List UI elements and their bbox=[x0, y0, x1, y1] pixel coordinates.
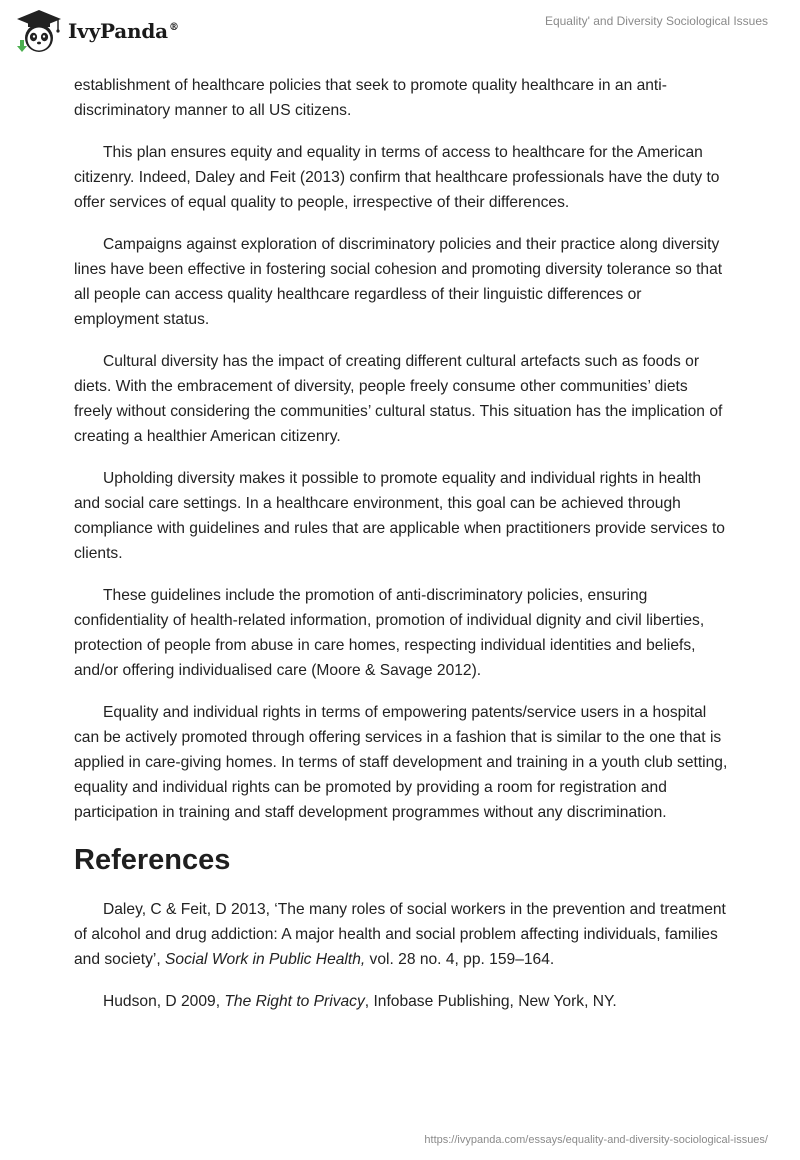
references-heading: References bbox=[74, 844, 231, 876]
paragraph: Upholding diversity makes it possible to promote equality and individual rights in health and social care settings. In a healthcare environment, this goal can be achieved through compliance with guidelines and rules that are applicable when practitioners provide services to clients. bbox=[74, 470, 725, 562]
essay-body bbox=[74, 73, 730, 1031]
page-header bbox=[0, 0, 800, 70]
source-url[interactable]: https://ivypanda.com/essays/equality-and-diversity-sociological-issues/ bbox=[424, 1134, 768, 1146]
paragraph: These guidelines include the promotion of anti-discriminatory policies, ensuring confidentiality of health-related information, promotion of individual dignity and civil liberties, protection of people from abuse in care homes, respecting individual identities and beliefs, and/or offering individualised care (Moore & Savage 2012). bbox=[74, 587, 705, 679]
reference-item: Daley, C & Feit, D 2013, ‘The many roles of social workers in the prevention and treatment of alcohol and drug addiction: A major health and social problem affecting individuals, families and society’, Social Work in Public Health, vol. 28 no. 4, pp. 159–164. bbox=[74, 901, 726, 968]
panda-graduate-icon bbox=[14, 8, 64, 54]
brand-logo[interactable] bbox=[14, 8, 179, 54]
reference-item: Hudson, D 2009, The Right to Privacy, Infobase Publishing, New York, NY. bbox=[103, 993, 617, 1010]
paragraph: Campaigns against exploration of discriminatory policies and their practice along diversity lines have been effective in fostering social cohesion and promoting diversity tolerance so that all people can access quality healthcare regardless of their linguistic differences or employment status. bbox=[74, 236, 723, 328]
document-title: Equality' and Diversity Sociological Issues bbox=[544, 14, 768, 28]
paragraph: Cultural diversity has the impact of creating different cultural artefacts such as foods or diets. With the embracement of diversity, people freely consume other communities’ diets freely without considering the communities’ cultural status. This situation has the implication of creating a healthier American citizenry. bbox=[74, 353, 723, 445]
paragraph: Equality and individual rights in terms of empowering patents/service users in a hospital can be actively promoted through offering services in a fashion that is similar to the one that is applied in care-giving homes. In terms of staff development and training in a youth club setting, equality and individual rights can be promoted by providing a room for registration and participation in training and staff development programmes without any discrimination. bbox=[74, 704, 728, 821]
brand-name: IvyPanda® bbox=[68, 19, 179, 43]
paragraph: establishment of healthcare policies that seek to promote quality healthcare in an anti-discriminatory manner to all US citizens. bbox=[74, 77, 667, 119]
paragraph: This plan ensures equity and equality in terms of access to healthcare for the American citizenry. Indeed, Daley and Feit (2013) confirm that healthcare professionals have the duty to offer services of equal quality to people, irrespective of their differences. bbox=[74, 144, 720, 211]
